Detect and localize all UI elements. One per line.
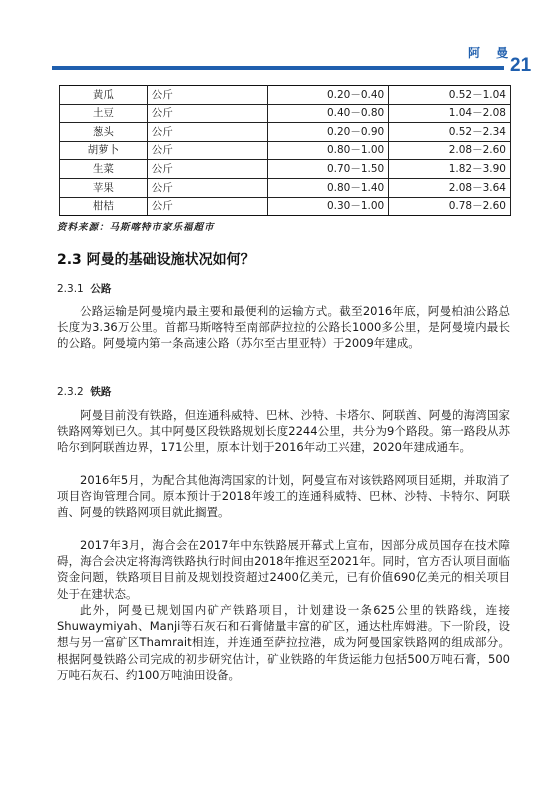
table-cell-item: 黄瓜 — [60, 86, 148, 105]
table-row — [60, 123, 511, 142]
table-cell-price-range-converted: 1.04－2.08 — [389, 104, 511, 123]
table-cell-unit: 公斤 — [147, 197, 267, 216]
table-cell-price-range-converted: 0.78－2.60 — [389, 197, 511, 216]
paragraph-rail-2: 2016年5月，为配合其他海湾国家的计划，阿曼宣布对该铁路网项目延期，并取消了项目咨询管理合同。原本预计于2018年竣工的连通科威特、巴林、沙特、卡特尔、阿联酋、阿曼的铁路网项目就此搁置。 — [57, 473, 510, 520]
table-cell-price-range: 0.20－0.40 — [267, 86, 389, 105]
table-row — [60, 160, 511, 179]
table-row — [60, 178, 511, 197]
paragraph-rail-4: 此外，阿曼已规划国内矿产铁路项目，计划建设一条625公里的铁路线，连接Shuwaymiyah、Manji等石灰石和石膏储量丰富的矿区，通达杜库姆港。下一阶段，设想与另一富矿区Thamrait相连，并连通至萨拉拉港，成为阿曼国家铁路网的组成部分。根据阿曼铁路公司完成的初步研究估计，矿业铁路的年货运能力包括500万吨石膏，500万吨石灰石、约100万吨油田设备。 — [57, 603, 510, 682]
table-row — [60, 104, 511, 123]
table-cell-unit: 公斤 — [147, 141, 267, 160]
paragraph-rail-3: 2017年3月，海合会在2017年中东铁路展开幕式上宣布，因部分成员国存在技术障碍，海合会决定将海湾铁路执行时间由2018年推迟至2021年。同时，官方否认项目面临资金问题，铁路项目目前及规划投资超过2400亿美元，已有价值690亿美元的相关项目处于在建状态。 — [57, 538, 510, 601]
subsection-number: 2.3.1 — [57, 283, 84, 295]
table-row — [60, 197, 511, 216]
subsection-label: 公路 — [90, 283, 112, 295]
table-cell-price-range-converted: 0.52－1.04 — [389, 86, 511, 105]
header-rule — [52, 66, 504, 70]
table-cell-price-range-converted: 2.08－2.60 — [389, 141, 511, 160]
section-title: 2.3 阿曼的基础设施状况如何？ — [57, 252, 255, 268]
page-number: 21 — [510, 55, 532, 76]
table-cell-unit: 公斤 — [147, 104, 267, 123]
table-cell-price-range: 0.80－1.40 — [267, 178, 389, 197]
subsection-label: 铁路 — [90, 386, 112, 398]
price-table — [59, 85, 511, 216]
subsection-heading-road — [57, 281, 111, 296]
table-cell-price-range: 0.70－1.50 — [267, 160, 389, 179]
table-cell-item: 生菜 — [60, 160, 148, 179]
table-cell-unit: 公斤 — [147, 160, 267, 179]
paragraph-road: 公路运输是阿曼境内最主要和最便利的运输方式。截至2016年底，阿曼柏油公路总长度为3.36万公里。首都马斯喀特至南部萨拉拉的公路长1000多公里，是阿曼境内最长的公路。阿曼境内第一条高速公路（苏尔至古里亚特）于2009年建成。 — [57, 304, 510, 351]
table-cell-price-range-converted: 1.82－3.90 — [389, 160, 511, 179]
table-cell-price-range: 0.30－1.00 — [267, 197, 389, 216]
table-source-note: 资料来源：马斯喀特市家乐福超市 — [57, 222, 215, 233]
table-cell-price-range-converted: 2.08－3.64 — [389, 178, 511, 197]
table-row — [60, 141, 511, 160]
table-cell-unit: 公斤 — [147, 86, 267, 105]
table-cell-unit: 公斤 — [147, 123, 267, 142]
table-cell-price-range: 0.40－0.80 — [267, 104, 389, 123]
subsection-number: 2.3.2 — [57, 386, 84, 398]
table-cell-unit: 公斤 — [147, 178, 267, 197]
table-cell-item: 苹果 — [60, 178, 148, 197]
table-cell-price-range: 0.20－0.90 — [267, 123, 389, 142]
subsection-heading-rail — [57, 384, 111, 399]
table-row — [60, 86, 511, 105]
header-title: 阿 曼 — [468, 46, 515, 60]
table-cell-item: 胡萝卜 — [60, 141, 148, 160]
paragraph-rail-1: 阿曼目前没有铁路，但连通科威特、巴林、沙特、卡塔尔、阿联酋、阿曼的海湾国家铁路网筹划已久。其中阿曼区段铁路规划长度2244公里，共分为9个路段。第一路段从苏哈尔到阿联酋边界，171公里，原本计划于2016年动工兴建，2020年建成通车。 — [57, 408, 510, 455]
table-cell-price-range: 0.80－1.00 — [267, 141, 389, 160]
table-cell-price-range-converted: 0.52－2.34 — [389, 123, 511, 142]
table-cell-item: 葱头 — [60, 123, 148, 142]
table-cell-item: 柑桔 — [60, 197, 148, 216]
table-cell-item: 土豆 — [60, 104, 148, 123]
